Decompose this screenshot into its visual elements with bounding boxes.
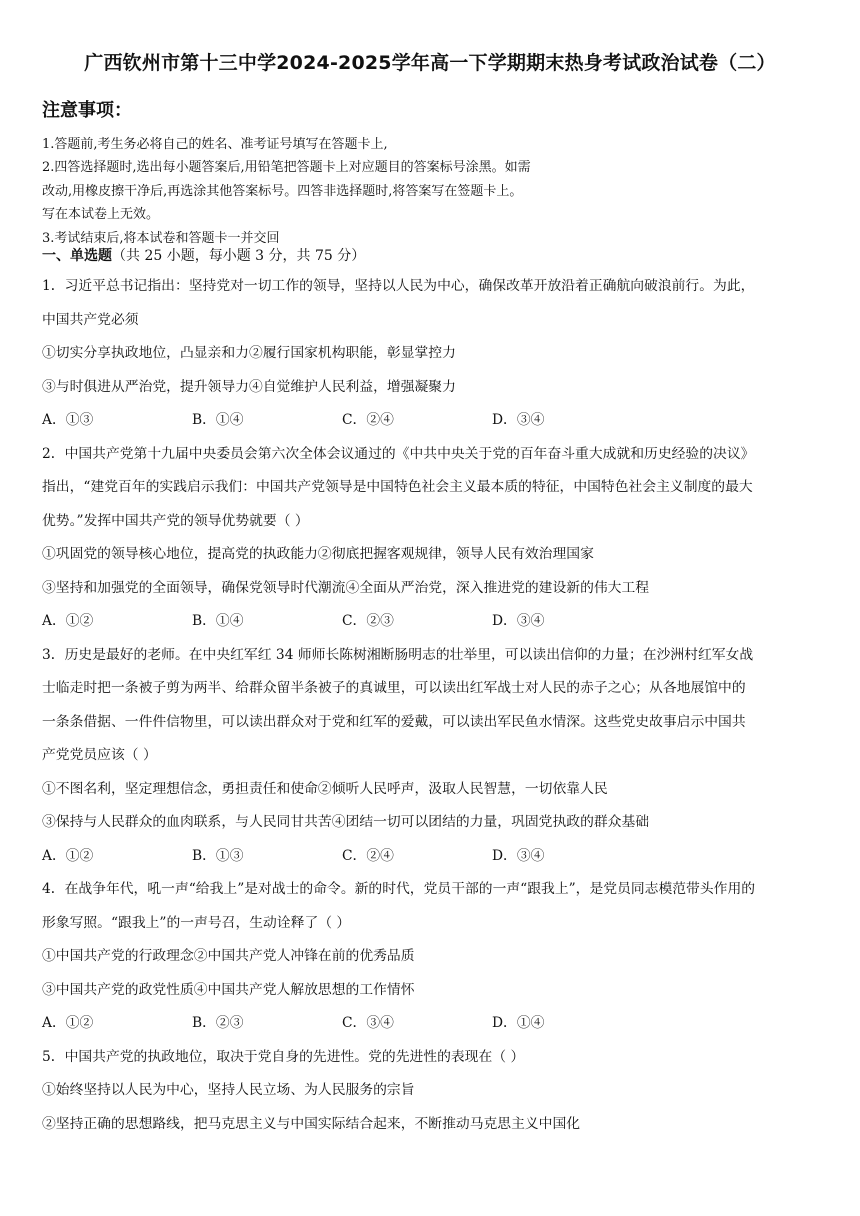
question-statement: ①切实分享执政地位，凸显亲和力②履行国家机构职能，彰显掌控力 bbox=[42, 345, 456, 361]
question-stem-line: 形象写照。“跟我上”的一声号召，生动诠释了（ ） bbox=[42, 914, 351, 931]
question-list bbox=[42, 270, 832, 1141]
option-b: B．①④ bbox=[192, 613, 244, 629]
question-5 bbox=[42, 1041, 832, 1142]
option-c: C．③④ bbox=[342, 1015, 394, 1031]
question-statement: ①始终坚持以人民为中心，坚持人民立场、为人民服务的宗旨 bbox=[42, 1082, 415, 1098]
question-statement: ③与时俱进从严治党，提升领导力④自觉维护人民利益，增强凝聚力 bbox=[42, 378, 456, 395]
question-statement: ②坚持正确的思想路线，把马克思主义与中国实际结合起来，不断推动马克思主义中国化 bbox=[42, 1115, 581, 1132]
option-c: C．②④ bbox=[342, 412, 394, 428]
question-stem-line: 1．习近平总书记指出：坚持党对一切工作的领导，坚持以人民为中心，确保改革开放沿着正确航向破浪前行。为此， bbox=[42, 278, 755, 294]
option-a: A．①② bbox=[42, 847, 94, 864]
question-statement: ③坚持和加强党的全面领导，确保党领导时代潮流④全面从严治党，深入推进党的建设新的伟大工程 bbox=[42, 579, 650, 596]
notice-heading: 注意事项： bbox=[42, 100, 132, 121]
notice-line: 改动,用橡皮擦干净后,再选涂其他答案标号。四答非选择题时,将答案写在签题卡上。 bbox=[42, 183, 523, 199]
question-2 bbox=[42, 438, 832, 639]
question-stem-line: 士临走时把一条被子剪为两半、给群众留半条被子的真诚里，可以读出红军战士对人民的赤子之心；从各地展馆中的 bbox=[42, 680, 746, 696]
question-statement: ①巩固党的领导核心地位，提高党的执政能力②彻底把握客观规律，领导人民有效治理国家 bbox=[42, 546, 594, 562]
option-b: B．②③ bbox=[192, 1015, 244, 1031]
notice-line: 写在本试卷上无效。 bbox=[42, 207, 160, 223]
answer-options bbox=[42, 404, 832, 438]
question-stem-line: 5．中国共产党的执政地位，取决于党自身的先进性。党的先进性的表现在（ ） bbox=[42, 1048, 525, 1065]
question-stem-line: 3．历史是最好的老师。在中央红军红 34 师师长陈树湘断肠明志的壮举里，可以读出信仰的力量；在沙洲村红军女战 bbox=[42, 646, 754, 663]
question-stem-line: 一条条借据、一件件信物里，可以读出群众对于党和红军的爱戴，可以读出军民鱼水情深。这些党史故事启示中国共 bbox=[42, 713, 746, 730]
option-d: D．③④ bbox=[492, 613, 545, 629]
question-4 bbox=[42, 873, 832, 1041]
page-title: 广西钦州市第十三中学2024-2025学年高一下学期期末热身考试政治试卷（二） bbox=[84, 52, 776, 74]
question-stem-line: 优势。”发挥中国共产党的领导优势就要（ ） bbox=[42, 512, 309, 529]
answer-options bbox=[42, 1007, 832, 1041]
option-b: B．①③ bbox=[192, 847, 244, 864]
option-a: A．①② bbox=[42, 1015, 94, 1031]
question-statement: ①中国共产党的行政理念②中国共产党人冲锋在前的优秀品质 bbox=[42, 948, 415, 964]
answer-options bbox=[42, 605, 832, 639]
answer-options bbox=[42, 840, 832, 874]
question-1 bbox=[42, 270, 832, 438]
option-a: A．①② bbox=[42, 613, 94, 629]
section-heading bbox=[42, 245, 365, 265]
notice-block bbox=[42, 133, 832, 250]
question-stem-line: 产党党员应该（ ） bbox=[42, 747, 157, 763]
section-label: 一、单选题 bbox=[42, 248, 112, 264]
notice-line: 1.答题前,考生务必将自己的姓名、准考证号填写在答题卡上, bbox=[42, 137, 388, 152]
question-statement: ③保持与人民群众的血肉联系，与人民同甘共苦④团结一切可以团结的力量，巩固党执政的群众基础 bbox=[42, 814, 650, 830]
question-statement: ①不图名利，坚定理想信念，勇担责任和使命②倾听人民呼声，汲取人民智慧，一切依靠人民 bbox=[42, 780, 608, 797]
question-3 bbox=[42, 639, 832, 874]
option-a: A．①③ bbox=[42, 412, 94, 428]
question-stem-line: 2．中国共产党第十九届中央委员会第六次全体会议通过的《中共中央关于党的百年奋斗重大成就和历史经验的决议》 bbox=[42, 445, 755, 462]
option-c: C．②④ bbox=[342, 847, 394, 864]
question-stem-line: 4．在战争年代，吼一声“给我上”是对战士的命令。新的时代，党员干部的一声“跟我上”，是党员同志模范带头作用的 bbox=[42, 881, 756, 897]
question-stem-line: 中国共产党必须 bbox=[42, 311, 139, 328]
question-statement: ③中国共产党的政党性质④中国共产党人解放思想的工作情怀 bbox=[42, 981, 415, 998]
option-c: C．②③ bbox=[342, 613, 394, 629]
question-stem-line: 指出，“建党百年的实践启示我们：中国共产党领导是中国特色社会主义最本质的特征，中国特色社会主义制度的最大 bbox=[42, 479, 753, 495]
option-d: D．①④ bbox=[492, 1015, 545, 1031]
option-d: D．③④ bbox=[492, 412, 545, 428]
section-desc: （共 25 小题，每小题 3 分，共 75 分） bbox=[112, 248, 366, 264]
option-b: B．①④ bbox=[192, 412, 244, 428]
notice-line: 2.四答选择题时,选出每小题答案后,用铅笔把答题卡上对应题目的答案标号涂黑。如需 bbox=[42, 160, 531, 176]
notice-line: 3.考试结束后,将本试卷和答题卡一并交回 bbox=[42, 230, 280, 246]
option-d: D．③④ bbox=[492, 847, 545, 864]
